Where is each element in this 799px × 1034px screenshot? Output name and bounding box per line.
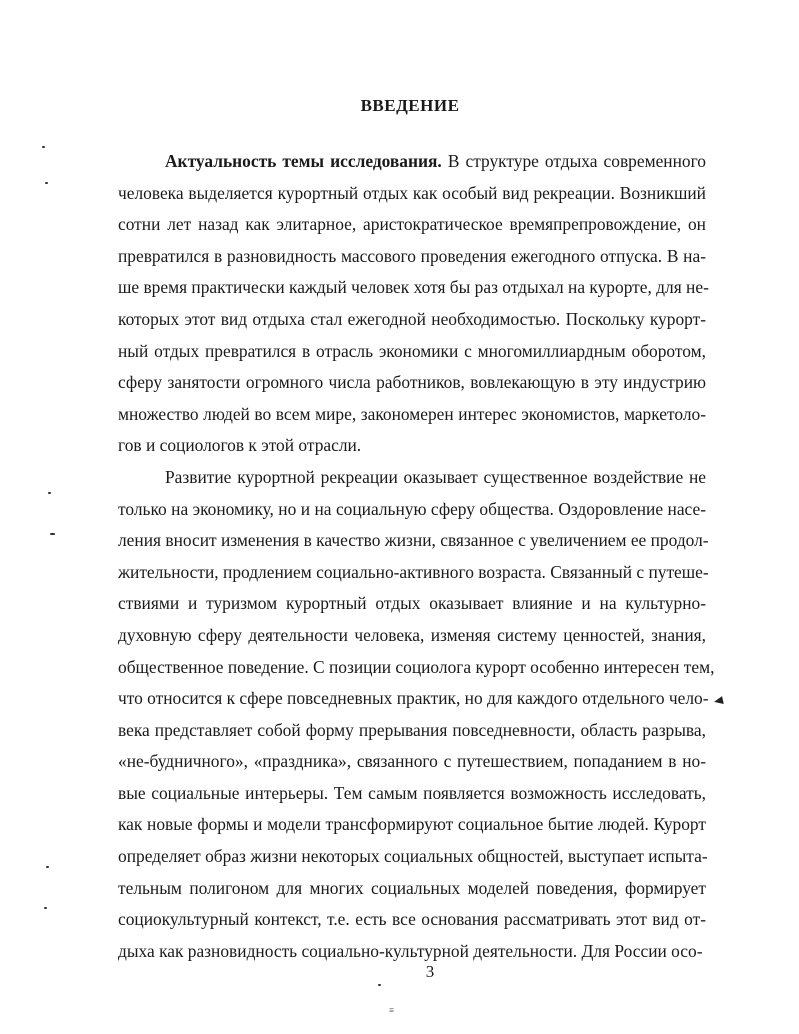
line-text: ше время практически каждый человек хотя бы раз отдыхал на курорте, для не- <box>118 277 709 298</box>
text-line <box>118 588 706 620</box>
line-text: определяет образ жизни некоторых социальных общностей, выступает испыта- <box>118 846 708 867</box>
text-line <box>118 304 706 336</box>
line-text: жительности, продлением социально-активного возраста. Связанный с путеше- <box>118 561 709 582</box>
line-text: В структуре отдыха современного <box>441 151 707 171</box>
scan-speck <box>50 533 55 535</box>
line-text: вые социальные интерьеры. Тем самым появляется возможность исследовать, <box>118 782 706 803</box>
scan-speck <box>378 984 381 986</box>
line-text: ствиями и туризмом курортный отдых оказывает влияние и на культурно- <box>118 593 706 614</box>
text-line <box>118 652 715 684</box>
text-line <box>118 494 706 526</box>
page-number: 3 <box>425 962 435 981</box>
line-text: превратился в разновидность массового проведения ежегодного отпуска. В на- <box>118 245 706 266</box>
line-text: дыха как разновидность социально-культурной деятельности. Для России осо- <box>118 940 703 961</box>
paragraph-1 <box>118 146 709 462</box>
text-line <box>118 746 706 778</box>
scan-mark: ≡ <box>389 1005 395 1015</box>
text-line <box>118 525 709 557</box>
text-line <box>118 841 706 873</box>
line-text: ный отдых превратился в отрасль экономики с многомиллиардным оборотом, <box>118 340 706 361</box>
line-text: общественное поведение. С позиции социолога курорт особенно интересен тем, <box>118 656 715 677</box>
line-text: множество людей во всем мире, закономерен интерес экономистов, маркетоло- <box>118 403 706 424</box>
line-text: тельным полигоном для многих социальных моделей поведения, формирует <box>118 877 706 898</box>
line-text: века представляет собой форму прерывания повседневности, область разрыва, <box>118 719 706 740</box>
text-line <box>118 936 706 968</box>
line-text: которых этот вид отдыха стал ежегодной необходимостью. Поскольку курорт- <box>118 308 706 329</box>
text-line <box>118 241 706 273</box>
text-line <box>118 778 706 810</box>
text-line <box>118 272 709 304</box>
text-line <box>118 715 706 747</box>
scan-speck <box>46 866 49 868</box>
text-line <box>118 683 709 715</box>
text-line <box>118 367 706 399</box>
scan-speck <box>44 907 47 909</box>
text-line <box>118 209 706 241</box>
text-line <box>118 336 706 368</box>
page-heading: ВВЕДЕНИЕ <box>360 96 460 115</box>
line-text: гов и социологов к этой отрасли. <box>118 435 362 456</box>
margin-arrow-mark <box>713 696 723 706</box>
paragraph-2 <box>118 462 715 968</box>
line-text: сферу занятости огромного числа работников, вовлекающую в эту индустрию <box>118 372 706 393</box>
text-line <box>118 178 706 210</box>
lead-phrase: Актуальность темы исследования. <box>165 151 442 171</box>
line-text: только на экономику, но и на социальную сферу общества. Оздоровление насе- <box>118 498 706 519</box>
text-line <box>118 462 706 494</box>
text-line <box>118 809 706 841</box>
line-text: человека выделяется курортный отдых как особый вид рекреации. Возникший <box>118 182 706 203</box>
text-line <box>118 146 706 178</box>
scan-speck <box>42 146 45 148</box>
line-text: Развитие курортной рекреации оказывает существенное воздействие не <box>165 466 706 487</box>
text-line <box>118 399 706 431</box>
line-text: духовную сферу деятельности человека, изменяя систему ценностей, знания, <box>118 624 706 645</box>
text-line <box>118 904 706 936</box>
text-line <box>118 430 706 462</box>
body-text <box>118 146 715 967</box>
scan-speck <box>48 492 51 494</box>
line-text: ления вносит изменения в качество жизни, связанное с увеличением ее продол- <box>118 530 709 551</box>
line-text: как новые формы и модели трансформируют социальное бытие людей. Курорт <box>118 814 706 835</box>
text-line <box>118 557 709 589</box>
text-line <box>118 873 706 905</box>
line-text: сотни лет назад как элитарное, аристократическое времяпрепровождение, он <box>118 214 706 235</box>
line-text: социокультурный контекст, т.е. есть все основания рассматривать этот вид от- <box>118 909 706 930</box>
line-text: что относится к сфере повседневных практик, но для каждого отдельного чело- <box>118 688 709 709</box>
scan-speck <box>45 182 48 184</box>
line-text: «не-будничного», «праздника», связанного с путешествием, попаданием в но- <box>118 751 706 772</box>
text-line <box>118 620 706 652</box>
